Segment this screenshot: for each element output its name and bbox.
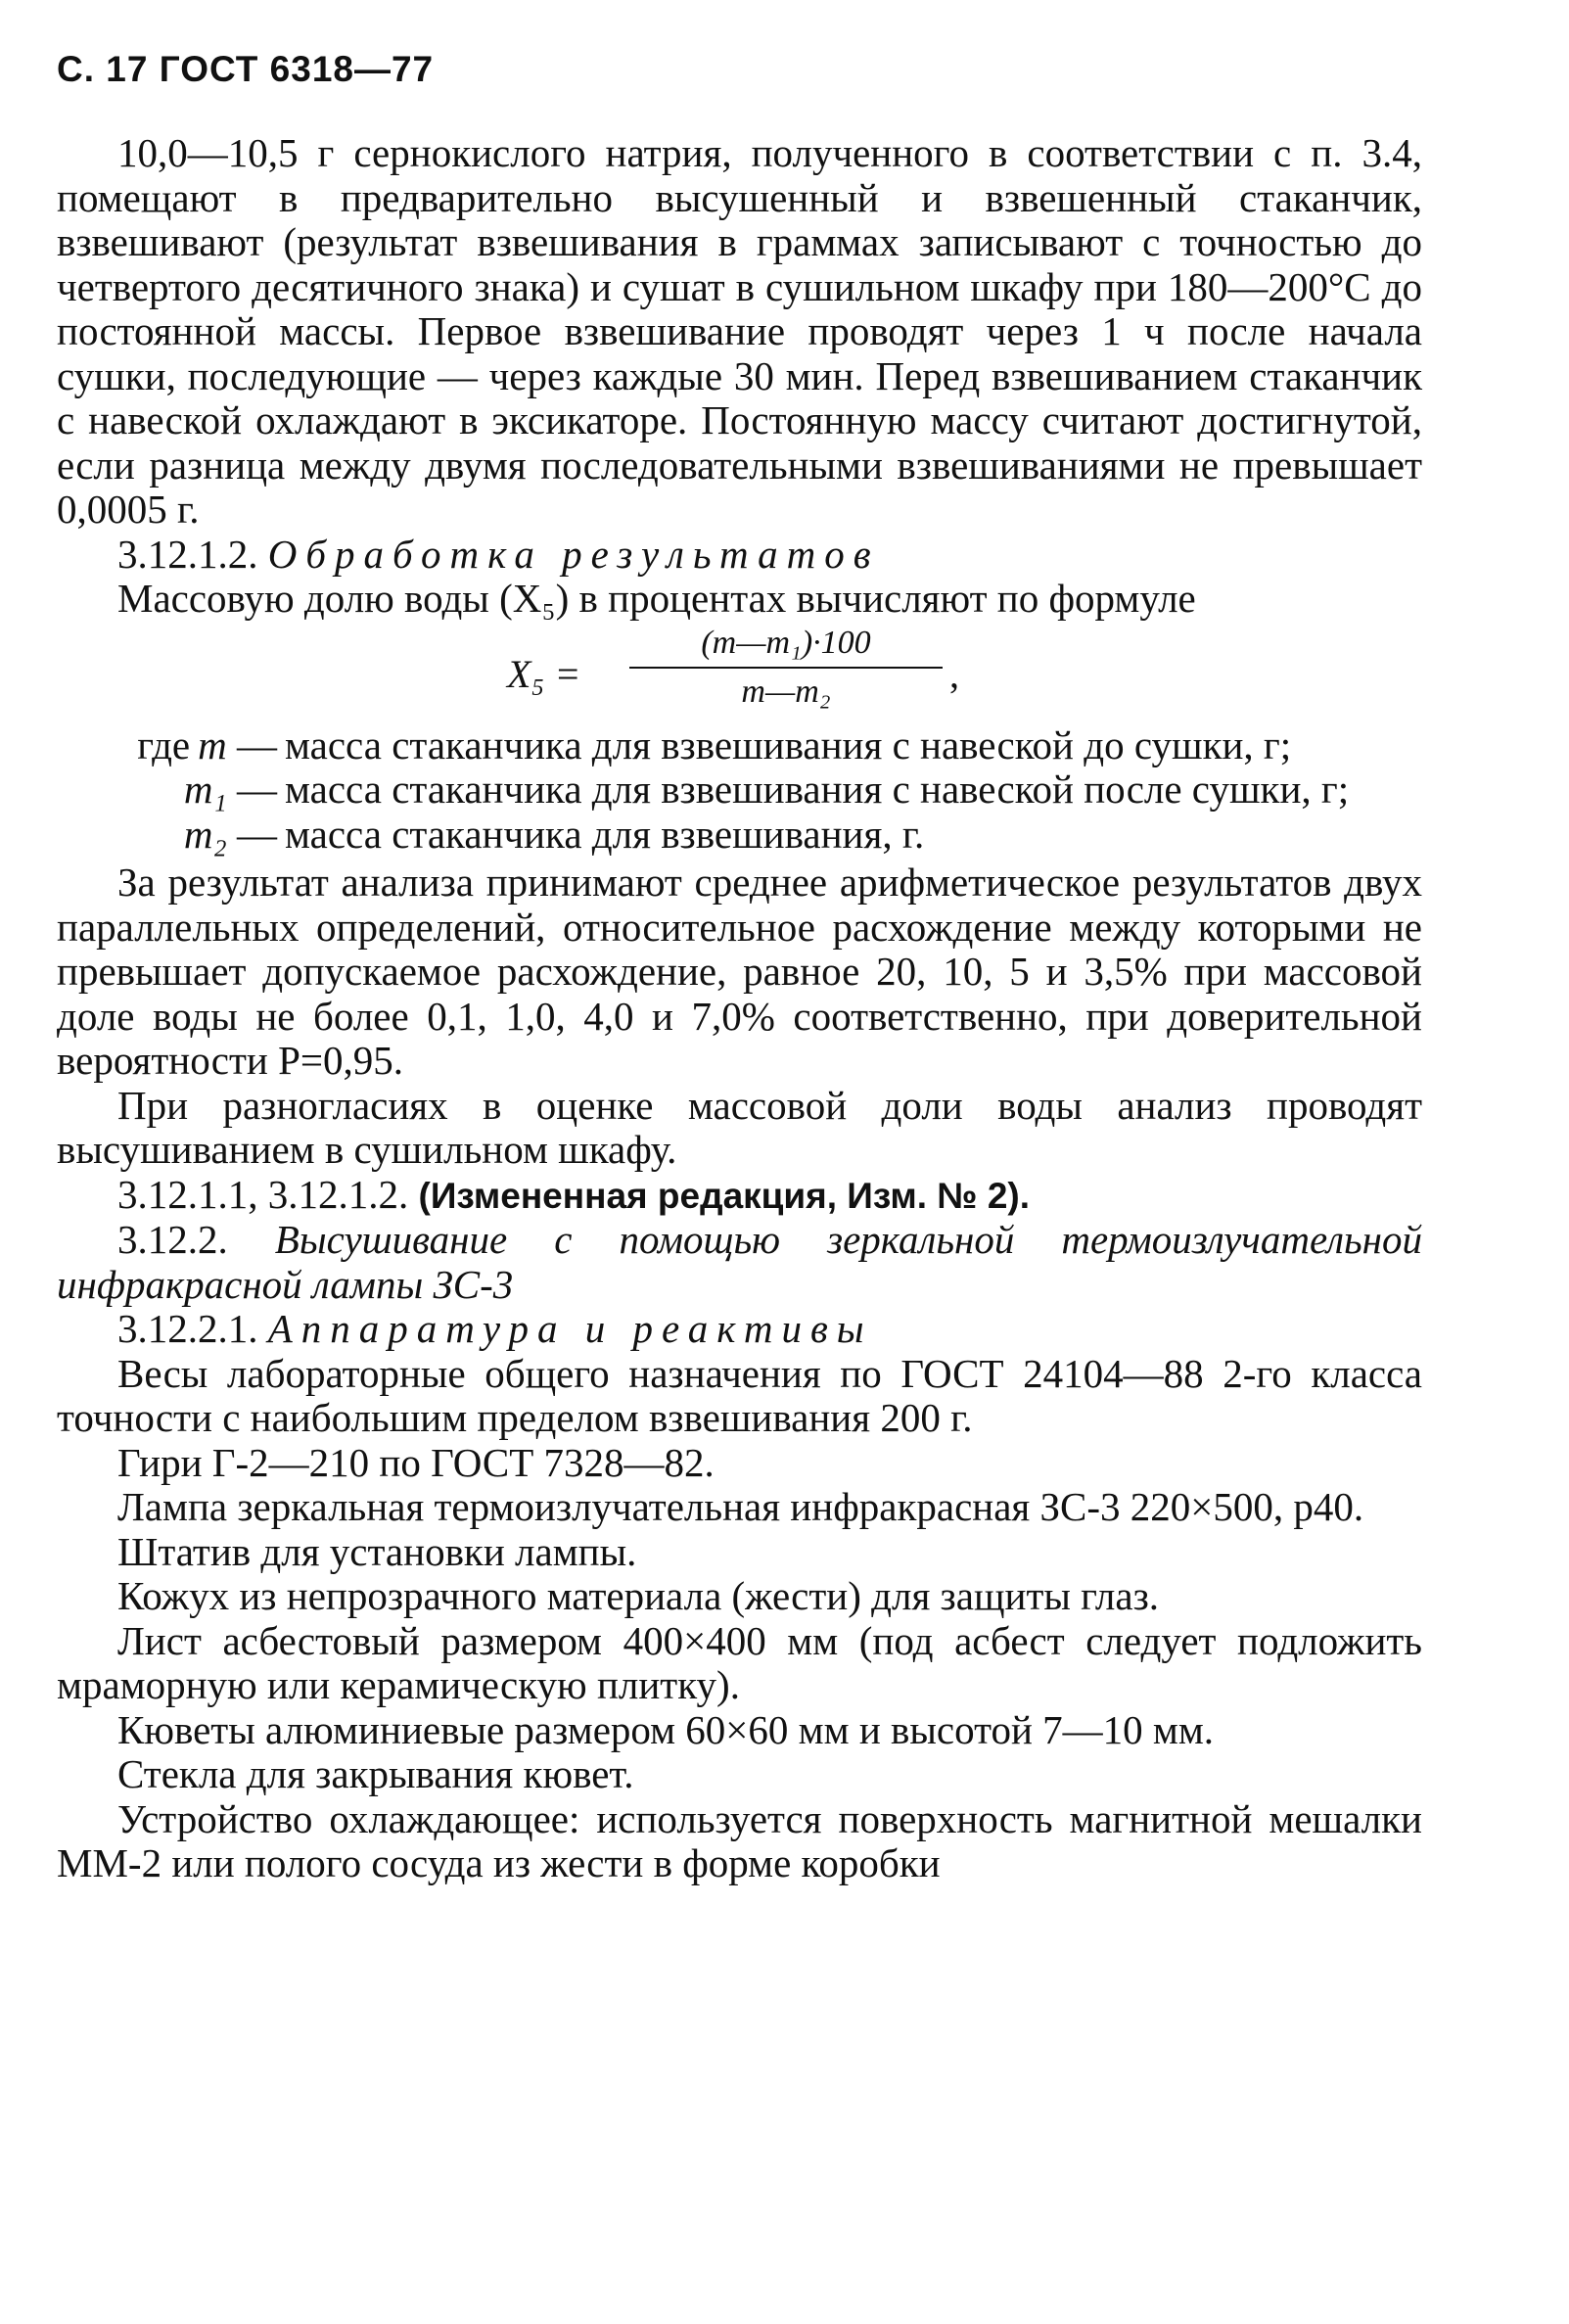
water-fraction-formula bbox=[57, 624, 1422, 718]
formula-trailing-comma: , bbox=[949, 651, 959, 696]
equipment-item: Штатив для установки лампы. bbox=[117, 1528, 637, 1574]
edit-note-text: (Измененная редакция, Изм. № 2). bbox=[418, 1175, 1031, 1216]
paragraph-result: За результат анализа принимают среднее арифметическое результатов двух параллельных определений, относительное расхождение между которыми не превышает допускаемое расхождение, равное 20, 10, 5 и 3,5% при массовой доле воды не более 0,1, 1,0, 4,0 и 7,0% соответственно, при доверительной вероятности P=0,95. bbox=[57, 860, 1422, 1083]
fraction-bar bbox=[629, 667, 943, 669]
section-number: 3.12.1.2. bbox=[117, 531, 258, 577]
definition-text: масса стаканчика для взвешивания, г. bbox=[285, 811, 925, 857]
equipment-item: Кожух из непрозрачного материала (жести) для защиты глаз. bbox=[117, 1573, 1160, 1618]
equipment-item: Кюветы алюминиевые размером 60×60 мм и высотой 7—10 мм. bbox=[117, 1706, 1215, 1752]
formula-intro: Массовую долю воды (X₅) в процентах вычисляют по формуле bbox=[117, 576, 1196, 621]
formula-definitions bbox=[57, 723, 1422, 858]
equipment-item: Лампа зеркальная термоизлучательная инфракрасная ЗС-3 220×500, р40. bbox=[117, 1484, 1364, 1529]
formula-denominator: m—m₂ bbox=[741, 673, 831, 710]
section-title: Обработка результатов bbox=[267, 531, 880, 577]
definition-symbol: m bbox=[198, 721, 227, 767]
formula-fraction bbox=[629, 624, 943, 712]
section-heading-3-12-2-1 bbox=[57, 1307, 1422, 1352]
section-heading-3-12-2 bbox=[57, 1218, 1422, 1307]
definition-prefix: где bbox=[137, 721, 191, 767]
definition-dash: — bbox=[237, 811, 277, 857]
section-title: Высушивание с помощью зеркальной термоизлучательной инфракрасной лампы ЗС-3 bbox=[57, 1217, 1423, 1307]
edit-note bbox=[57, 1173, 1422, 1219]
equipment-item: Гири Г-2—210 по ГОСТ 7328—82. bbox=[117, 1439, 715, 1485]
definition-dash: — bbox=[237, 767, 277, 812]
definition-row bbox=[57, 813, 1422, 858]
formula-numerator: (m—m₁)·100 bbox=[701, 624, 871, 661]
definition-text: масса стаканчика для взвешивания с навеской до сушки, г; bbox=[285, 721, 1292, 767]
equipment-item: Весы лабораторные общего назначения по ГОСТ 24104—88 2-го класса точности с наибольшим пределом взвешивания 200 г. bbox=[57, 1350, 1422, 1440]
section-number: 3.12.2.1. bbox=[117, 1306, 258, 1351]
definition-row bbox=[57, 767, 1422, 813]
section-number: 3.12.2. bbox=[117, 1217, 228, 1262]
formula-lhs: X₅ = bbox=[507, 651, 581, 696]
equipment-item: Устройство охлаждающее: используется поверхность магнитной мешалки ММ-2 или полого сосуда из жести в форме коробки bbox=[57, 1795, 1422, 1885]
equipment-item: Лист асбестовый размером 400×400 мм (под асбест следует подложить мраморную или керамическую плитку). bbox=[57, 1617, 1422, 1707]
paragraph-drying-procedure: 10,0—10,5 г сернокислого натрия, полученного в соответствии с п. 3.4, помещают в предварительно высушенный и взвешенный стаканчик, взвешивают (результат взвешивания в граммах записывают с точностью до четвертого десятичного знака) и сушат в сушильном шкафу при 180—200°C до постоянной массы. Первое взвешивание проводят через 1 ч после начала сушки, последующие — через каждые 30 мин. Перед взвешиванием стаканчик с навеской охлаждают в эксикаторе. Постоянную массу считают достигнутой, если разница между двумя последовательными взвешиваниями не превышает 0,0005 г. bbox=[57, 130, 1422, 532]
definition-dash: — bbox=[237, 721, 277, 767]
section-title: Аппаратура и реактивы bbox=[267, 1306, 873, 1351]
paragraph-disagreement: При разногласиях в оценке массовой доли воды анализ проводят высушиванием в сушильном шкафу. bbox=[57, 1082, 1422, 1172]
equipment-item: Стекла для закрывания кювет. bbox=[117, 1751, 634, 1796]
definition-symbol: m₂ bbox=[183, 811, 227, 857]
page-header: С. 17 ГОСТ 6318—77 bbox=[57, 49, 435, 89]
definition-symbol: m₁ bbox=[183, 767, 227, 812]
definition-text: масса стаканчика для взвешивания с навеской после сушки, г; bbox=[285, 767, 1350, 812]
section-heading-3-12-1-2 bbox=[57, 533, 1422, 578]
definition-row bbox=[57, 723, 1422, 768]
edit-note-numbers: 3.12.1.1, 3.12.1.2. bbox=[117, 1171, 409, 1217]
